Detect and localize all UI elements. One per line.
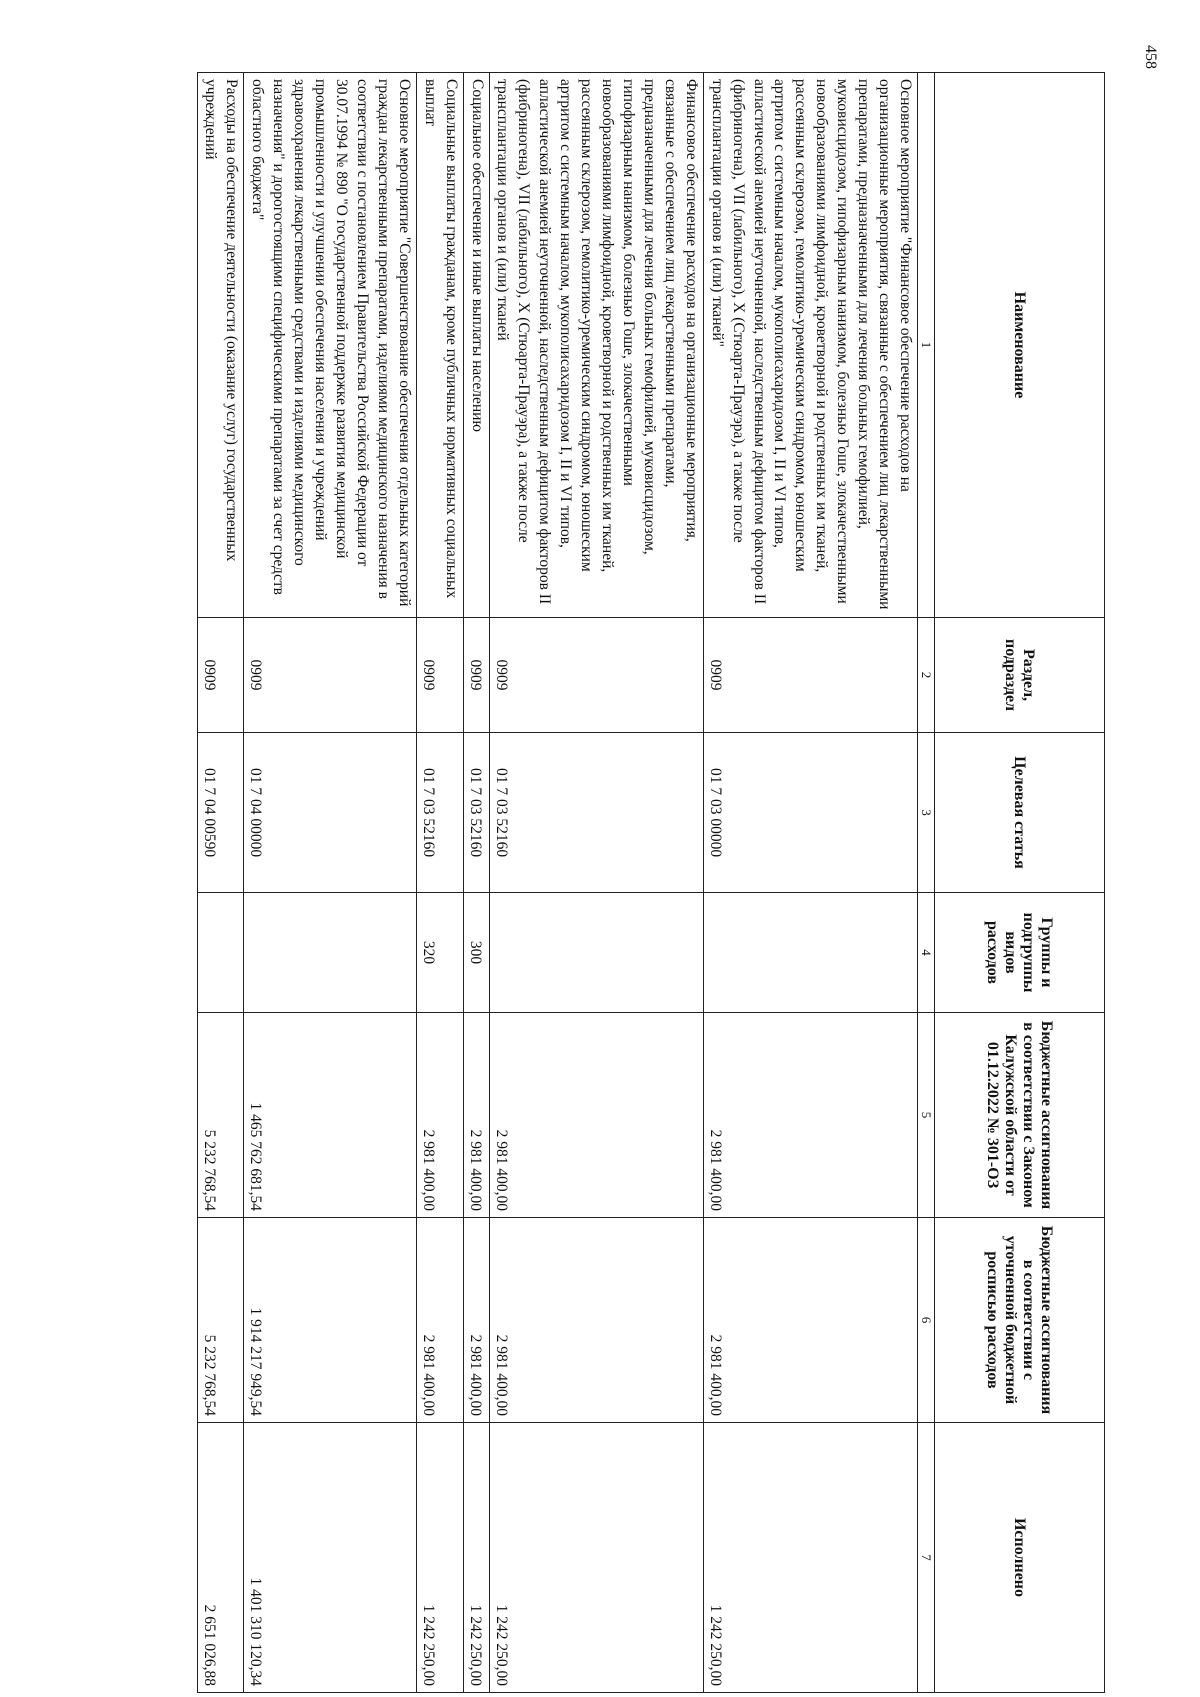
- row-article: 01 7 03 52160: [463, 733, 489, 893]
- row-law: 5 232 768,54: [197, 1013, 244, 1218]
- row-article: 01 7 03 00000: [703, 733, 917, 893]
- column-number: 3: [918, 733, 935, 893]
- row-name: Социальное обеспечение и иные выплаты населению: [463, 73, 489, 618]
- row-law: 2 981 400,00: [416, 1013, 463, 1218]
- column-number-row: [918, 73, 935, 1693]
- row-section: 0909: [703, 618, 917, 733]
- row-executed: 1 242 250,00: [489, 1423, 703, 1693]
- row-group: [244, 893, 416, 1013]
- header-article: Целевая статья: [935, 733, 1105, 893]
- row-executed: 1 242 250,00: [463, 1423, 489, 1693]
- row-article: 01 7 04 00590: [197, 733, 244, 893]
- row-name: Основное мероприятие "Совершенствование обеспечения отдельных категорий граждан лекарственными препаратами, изделиями медицинского назначения в соответствии с постановлением Правительства Российской Федерации от 30.07.1994 № 890 "О государственной поддержке развития медицинской промышленности и улучшении обеспечения населения и учреждений здравоохранения лекарственными средствами и изделиями медицинского назначения" и дорогостоящими специфическими препаратами за счет средств областного бюджета": [244, 73, 416, 618]
- budget-table: [197, 72, 1105, 1693]
- header-executed: Исполнено: [935, 1423, 1105, 1693]
- row-article: 01 7 03 52160: [489, 733, 703, 893]
- row-group: 320: [416, 893, 463, 1013]
- row-law: 1 465 762 681,54: [244, 1013, 416, 1218]
- row-executed: 1 401 310 120,34: [244, 1423, 416, 1693]
- table-header-row: [935, 73, 1105, 1693]
- column-number: 5: [918, 1013, 935, 1218]
- table-row: [416, 73, 463, 1693]
- column-number: 2: [918, 618, 935, 733]
- row-law: 2 981 400,00: [463, 1013, 489, 1218]
- row-refined: 2 981 400,00: [703, 1218, 917, 1423]
- row-executed: 2 651 026,88: [197, 1423, 244, 1693]
- row-law: 2 981 400,00: [703, 1013, 917, 1218]
- column-number: 7: [918, 1423, 935, 1693]
- row-name: Социальные выплаты гражданам, кроме публичных нормативных социальных выплат: [416, 73, 463, 618]
- table-row: [703, 73, 917, 1693]
- row-executed: 1 242 250,00: [416, 1423, 463, 1693]
- table-row: [244, 73, 416, 1693]
- row-executed: 1 242 250,00: [703, 1423, 917, 1693]
- row-refined: 2 981 400,00: [463, 1218, 489, 1423]
- row-name: Финансовое обеспечение расходов на организационные мероприятия, связанные с обеспечением лиц лекарственными препаратами, предназначенными для лечения больных гемофилией, муковисцидозом, гипофизарным нанизмом, болезнью Гоше, злокачественными новообразованиями лимфоидной, кроветворной и родственных им тканей, рассеянным склерозом, гемолитико-уремическим синдромом, юношеским артритом с системным началом, мукополисахаридозом I, II и VI типов, апластической анемией неуточненной, наследственным дефицитом факторов II (фибриногена), VII (лабильного), X (Стюарта-Прауэра), а также после трансплантации органов и (или) тканей: [489, 73, 703, 618]
- header-law: Бюджетные ассигнования в соответствии с Законом Калужской области от 01.12.2022 № 301-ОЗ: [935, 1013, 1105, 1218]
- row-law: 2 981 400,00: [489, 1013, 703, 1218]
- row-refined: 1 914 217 949,54: [244, 1218, 416, 1423]
- row-group: 300: [463, 893, 489, 1013]
- row-section: 0909: [463, 618, 489, 733]
- header-refined: Бюджетные ассигнования в соответствии с уточненной бюджетной росписью расходов: [935, 1218, 1105, 1423]
- row-section: 0909: [489, 618, 703, 733]
- row-section: 0909: [416, 618, 463, 733]
- header-section: Раздел, подраздел: [935, 618, 1105, 733]
- header-groups: Группы и подгруппы видов расходов: [935, 893, 1105, 1013]
- row-group: [489, 893, 703, 1013]
- row-refined: 5 232 768,54: [197, 1218, 244, 1423]
- column-number: 6: [918, 1218, 935, 1423]
- table-row: [463, 73, 489, 1693]
- row-section: 0909: [197, 618, 244, 733]
- row-name: Расходы на обеспечение деятельности (оказание услуг) государственных учреждений: [197, 73, 244, 618]
- row-refined: 2 981 400,00: [416, 1218, 463, 1423]
- row-refined: 2 981 400,00: [489, 1218, 703, 1423]
- row-name: Основное мероприятие "Финансовое обеспечение расходов на организационные мероприятия, связанные с обеспечением лиц лекарственными препаратами, предназначенными для лечения больных гемофилией, муковисцидозом, гипофизарным нанизмом, болезнью Гоше, злокачественными новообразованиями лимфоидной, кроветворной и родственных им тканей, рассеянным склерозом, гемолитико-уремическим синдромом, юношеским артритом с системным началом, мукополисахаридозом I, II и VI типов, апластической анемией неуточненной, наследственным дефицитом факторов II (фибриногена), VII (лабильного), X (Стюарта-Прауэра), а также после трансплантации органов и (или) тканей": [703, 73, 917, 618]
- table-row: [197, 73, 244, 1693]
- column-number: 1: [918, 73, 935, 618]
- header-name: Наименование: [935, 73, 1105, 618]
- row-article: 01 7 04 00000: [244, 733, 416, 893]
- page-number: 458: [1142, 45, 1159, 69]
- table-row: [489, 73, 703, 1693]
- row-group: [703, 893, 917, 1013]
- row-section: 0909: [244, 618, 416, 733]
- row-group: [197, 893, 244, 1013]
- column-number: 4: [918, 893, 935, 1013]
- rotated-page: [0, 72, 1105, 1692]
- row-article: 01 7 03 52160: [416, 733, 463, 893]
